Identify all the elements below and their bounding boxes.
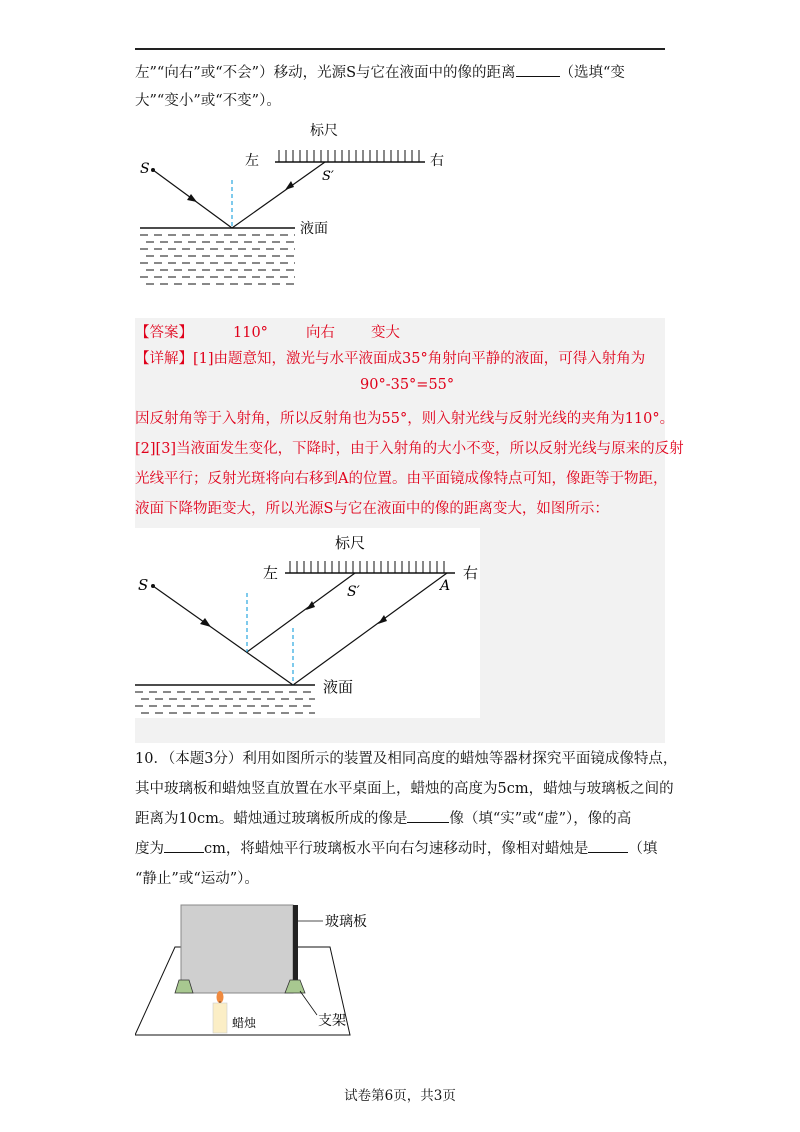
detail-line-4: 光线平行；反射光斑将向右移到A的位置。由平面镜成像特点可知，像距等于物距， xyxy=(135,471,668,487)
q10-line-2: 其中玻璃板和蜡烛竖直放置在水平桌面上，蜡烛的高度为5cm，蜡烛与玻璃板之间的 xyxy=(135,781,674,797)
answer-1: 110° xyxy=(233,325,268,341)
answer-2: 向右 xyxy=(305,325,335,341)
left-label: 左 xyxy=(263,564,279,582)
answer-line: 【答案】 110° 向右 变大 xyxy=(135,325,400,341)
detail-line-1: 【详解】[1]由题意知，激光与水平液面成35°角射向平静的液面，可得入射角为 xyxy=(135,351,646,367)
q10-line-5: “静止”或“运动”）。 xyxy=(135,871,259,887)
right-label: 右 xyxy=(463,564,479,582)
intro-line-1: 左”“向右”或“不会”）移动，光源S与它在液面中的像的距离 （选填“变 xyxy=(135,62,670,84)
figure-2 xyxy=(135,528,480,718)
top-rule xyxy=(135,48,665,50)
q10-line-3: 距离为10cm。蜡烛通过玻璃板所成的像是 像（填“实”或“虚”），像的高 xyxy=(135,808,670,830)
answer-3: 变大 xyxy=(370,325,400,341)
q10-line-1: 10．（本题3分）利用如图所示的装置及相同高度的蜡烛等器材探究平面镜成像特点， xyxy=(135,751,678,767)
source-label: S xyxy=(140,161,150,177)
image-label: S′ xyxy=(322,169,334,184)
intro-line-2: 大”“变小”或“不变”）。 xyxy=(135,93,281,109)
answer-blank[interactable] xyxy=(407,808,449,823)
liquid-label: 液面 xyxy=(323,678,354,696)
candle-label: 蜡烛 xyxy=(232,1016,257,1030)
left-label: 左 xyxy=(245,153,259,169)
liquid-label: 液面 xyxy=(300,221,328,237)
formula: 90°-35°=55° xyxy=(360,377,455,393)
ruler-label: 标尺 xyxy=(335,534,366,552)
glass-label: 玻璃板 xyxy=(325,914,367,930)
right-label: 右 xyxy=(430,153,444,169)
image-label: S′ xyxy=(347,584,360,600)
answer-blank[interactable] xyxy=(588,838,628,853)
figure-1 xyxy=(135,115,465,290)
page-footer: 试卷第6页，共3页 xyxy=(344,1088,456,1104)
ruler-label: 标尺 xyxy=(310,123,338,139)
detail-line-2: 因反射角等于入射角，所以反射角也为55°，则入射光线与反射光线的夹角为110°。 xyxy=(135,411,675,427)
point-a-label: A xyxy=(440,578,451,594)
q10-line-4: 度为 cm，将蜡烛平行玻璃板水平向右匀速移动时，像相对蜡烛是 （填 xyxy=(135,838,670,860)
stand-label: 支架 xyxy=(318,1013,346,1029)
detail-line-5: 液面下降物距变大，所以光源S与它在液面中的像的距离变大，如图所示： xyxy=(135,501,609,517)
detail-line-3: [2][3]当液面发生变化，下降时，由于入射角的大小不变，所以反射光线与原来的反射 xyxy=(135,441,684,457)
answer-blank[interactable] xyxy=(516,62,560,77)
answer-blank[interactable] xyxy=(164,838,204,853)
source-label: S xyxy=(138,576,149,594)
figure-3 xyxy=(135,895,425,1045)
